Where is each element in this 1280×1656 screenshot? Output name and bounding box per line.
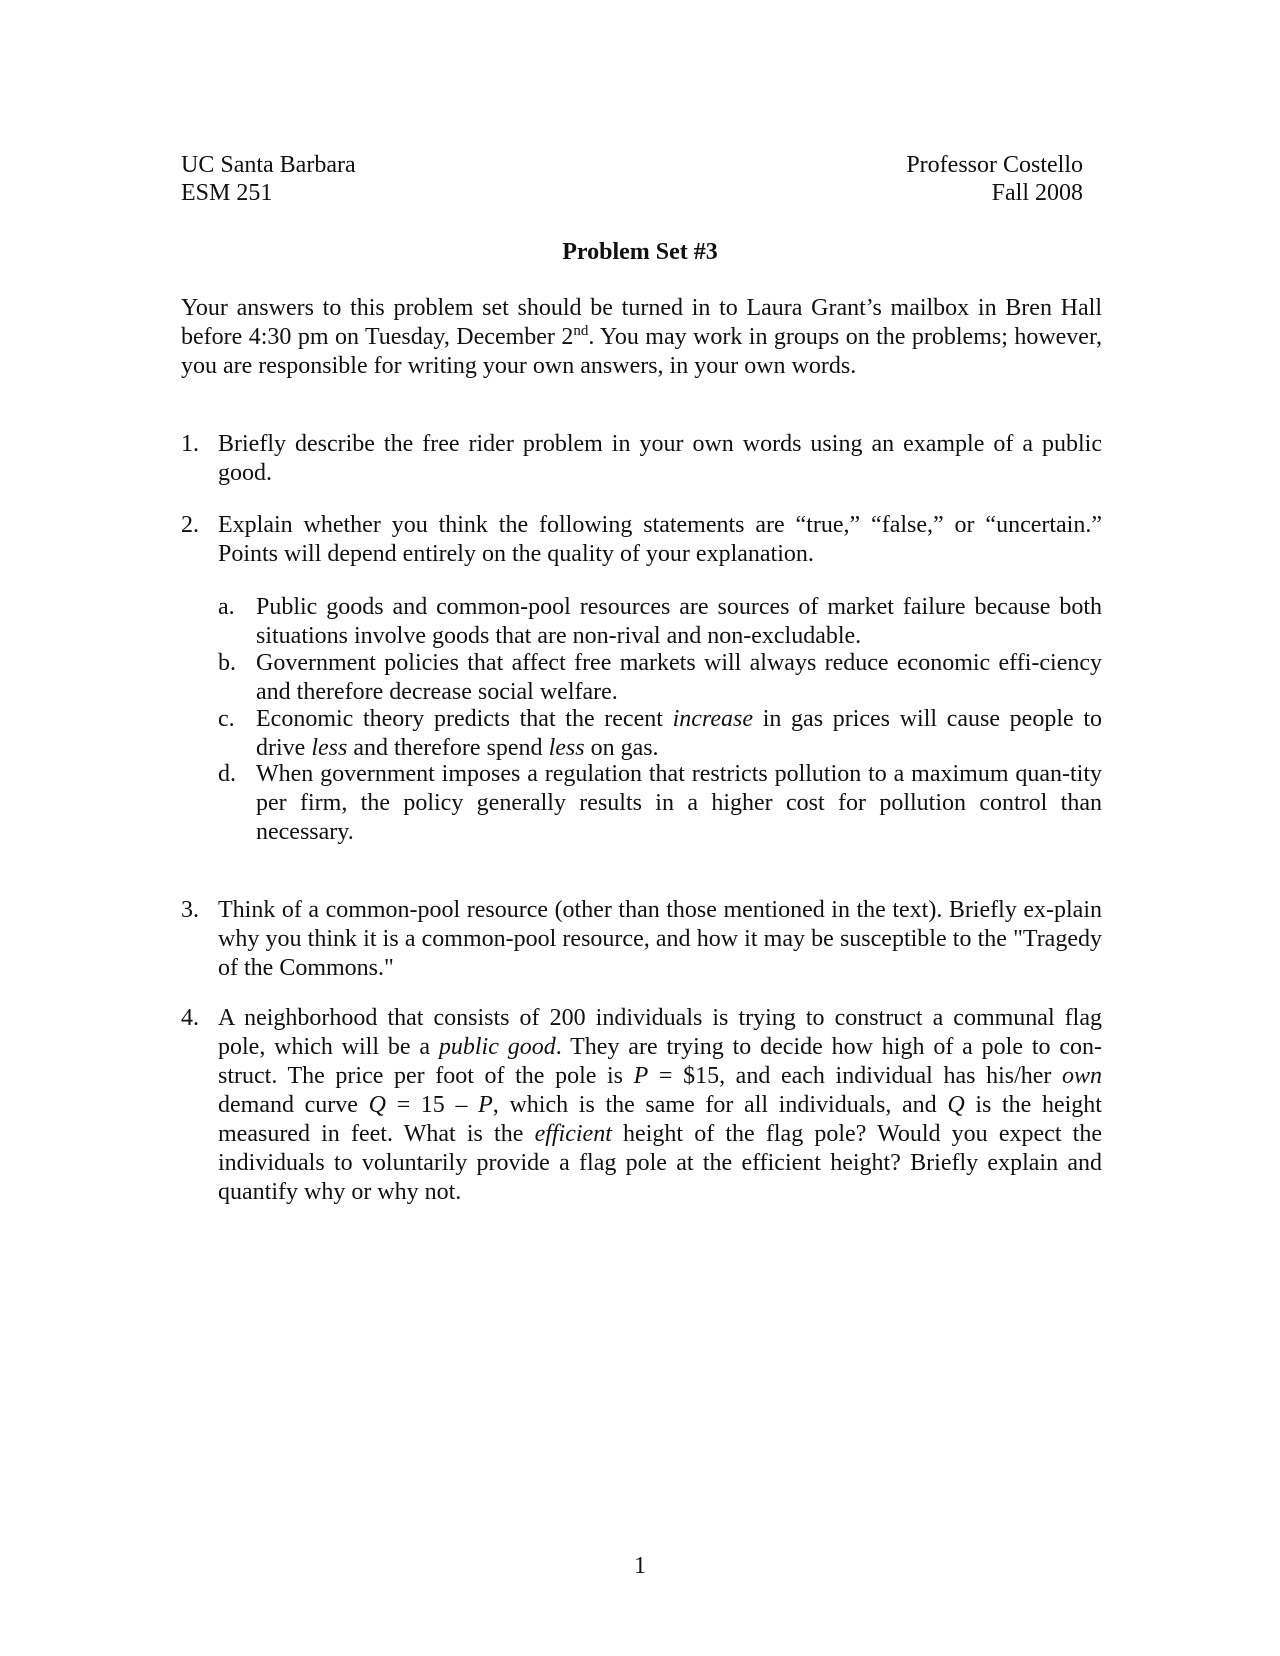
- header-left: [181, 151, 356, 207]
- intro-text-1: Your answers to this problem set should be turned in to Laura Grant’s mailbox in Bren Hall before 4:30 pm on Tuesday, December 2: [181, 295, 1102, 350]
- question-1: [181, 430, 1102, 488]
- italic-run: Q: [947, 1092, 965, 1118]
- university-name: UC Santa Barbara: [181, 152, 356, 178]
- text-run: = $15, and each individual has his/her: [648, 1063, 1062, 1089]
- question-4: [181, 1004, 1102, 1207]
- statement-a: [218, 593, 1102, 651]
- professor-name: Professor Costello: [906, 152, 1083, 178]
- page-title: Problem Set #3: [562, 239, 718, 265]
- text-run: on gas.: [584, 735, 659, 761]
- statement-b: [218, 649, 1102, 707]
- italic-run: less: [548, 735, 585, 761]
- question-text: Explain whether you think the following statements are “true,” “false,” or “uncertain.” Points will depend entirely on the quality of your explanation.: [218, 512, 1102, 567]
- page-number: 1: [634, 1553, 646, 1579]
- question-3: [181, 896, 1102, 983]
- question-text: Briefly describe the free rider problem in your own words using an example of a public good.: [218, 431, 1102, 486]
- question-text: Think of a common-pool resource (other than those mentioned in the text). Briefly ex-plain why you think it is a common-pool resource, and how it may be susceptible to the "Tragedy of the Commons.": [218, 897, 1102, 981]
- intro-text-2: . You may work in groups on the problems; however, you are responsible for writing your own answers, in your own words.: [181, 324, 1102, 379]
- text-run: and therefore spend: [347, 735, 549, 761]
- text-run: in gas prices will cause people to drive: [256, 706, 1102, 761]
- text-run: demand curve: [218, 1092, 369, 1118]
- italic-run: P: [478, 1092, 493, 1118]
- question-number: 2.: [181, 512, 199, 538]
- statement-letter: c.: [218, 706, 235, 732]
- statement-text: Public goods and common-pool resources are sources of market failure because both situations involve goods that are non-rival and non-excludable.: [256, 594, 1102, 649]
- statement-text: When government imposes a regulation that restricts pollution to a maximum quan-tity per firm, the policy generally results in a higher cost for pollution control than necessary.: [256, 761, 1102, 845]
- italic-run: increase: [672, 706, 754, 732]
- text-run: is the height measured in feet. What is the: [218, 1092, 1102, 1147]
- statement-d: [218, 760, 1102, 847]
- italic-run: own: [1062, 1063, 1103, 1089]
- intro-ordinal-suffix: nd: [573, 323, 589, 339]
- question-number: 3.: [181, 897, 199, 923]
- statement-letter: d.: [218, 761, 236, 787]
- course-code: ESM 251: [181, 180, 273, 206]
- statement-text: [256, 705, 1102, 763]
- statement-c: [218, 705, 1102, 763]
- statement-text: Government policies that affect free markets will always reduce economic effi-ciency and therefore decrease social welfare.: [256, 650, 1102, 705]
- text-run: , which is the same for all individuals, and: [492, 1092, 948, 1118]
- statement-letter: a.: [218, 594, 235, 620]
- question-text: [218, 1004, 1102, 1207]
- italic-run: less: [311, 735, 348, 761]
- text-run: height of the flag pole? Would you expect the individuals to voluntarily provide a flag pole at the efficient height? Briefly explain and quantify why or why not.: [218, 1121, 1102, 1205]
- text-run: A neighborhood that consists of 200 individuals is trying to construct a communal flag pole, which will be a: [218, 1005, 1102, 1060]
- statement-letter: b.: [218, 650, 236, 676]
- text-run: . They are trying to decide how high of a pole to con-struct. The price per foot of the pole is: [218, 1034, 1102, 1089]
- italic-run: P: [633, 1063, 649, 1089]
- intro-paragraph: [181, 294, 1102, 381]
- question-number: 4.: [181, 1005, 199, 1031]
- question-number: 1.: [181, 431, 199, 457]
- term: Fall 2008: [991, 180, 1083, 206]
- text-run: Economic theory predicts that the recent: [256, 706, 673, 732]
- question-2: [181, 511, 1102, 569]
- italic-run: Q: [368, 1092, 386, 1118]
- text-run: = 15 –: [385, 1092, 479, 1118]
- header-right: [906, 151, 1083, 207]
- italic-run: efficient: [534, 1121, 612, 1147]
- italic-run: public good: [438, 1034, 556, 1060]
